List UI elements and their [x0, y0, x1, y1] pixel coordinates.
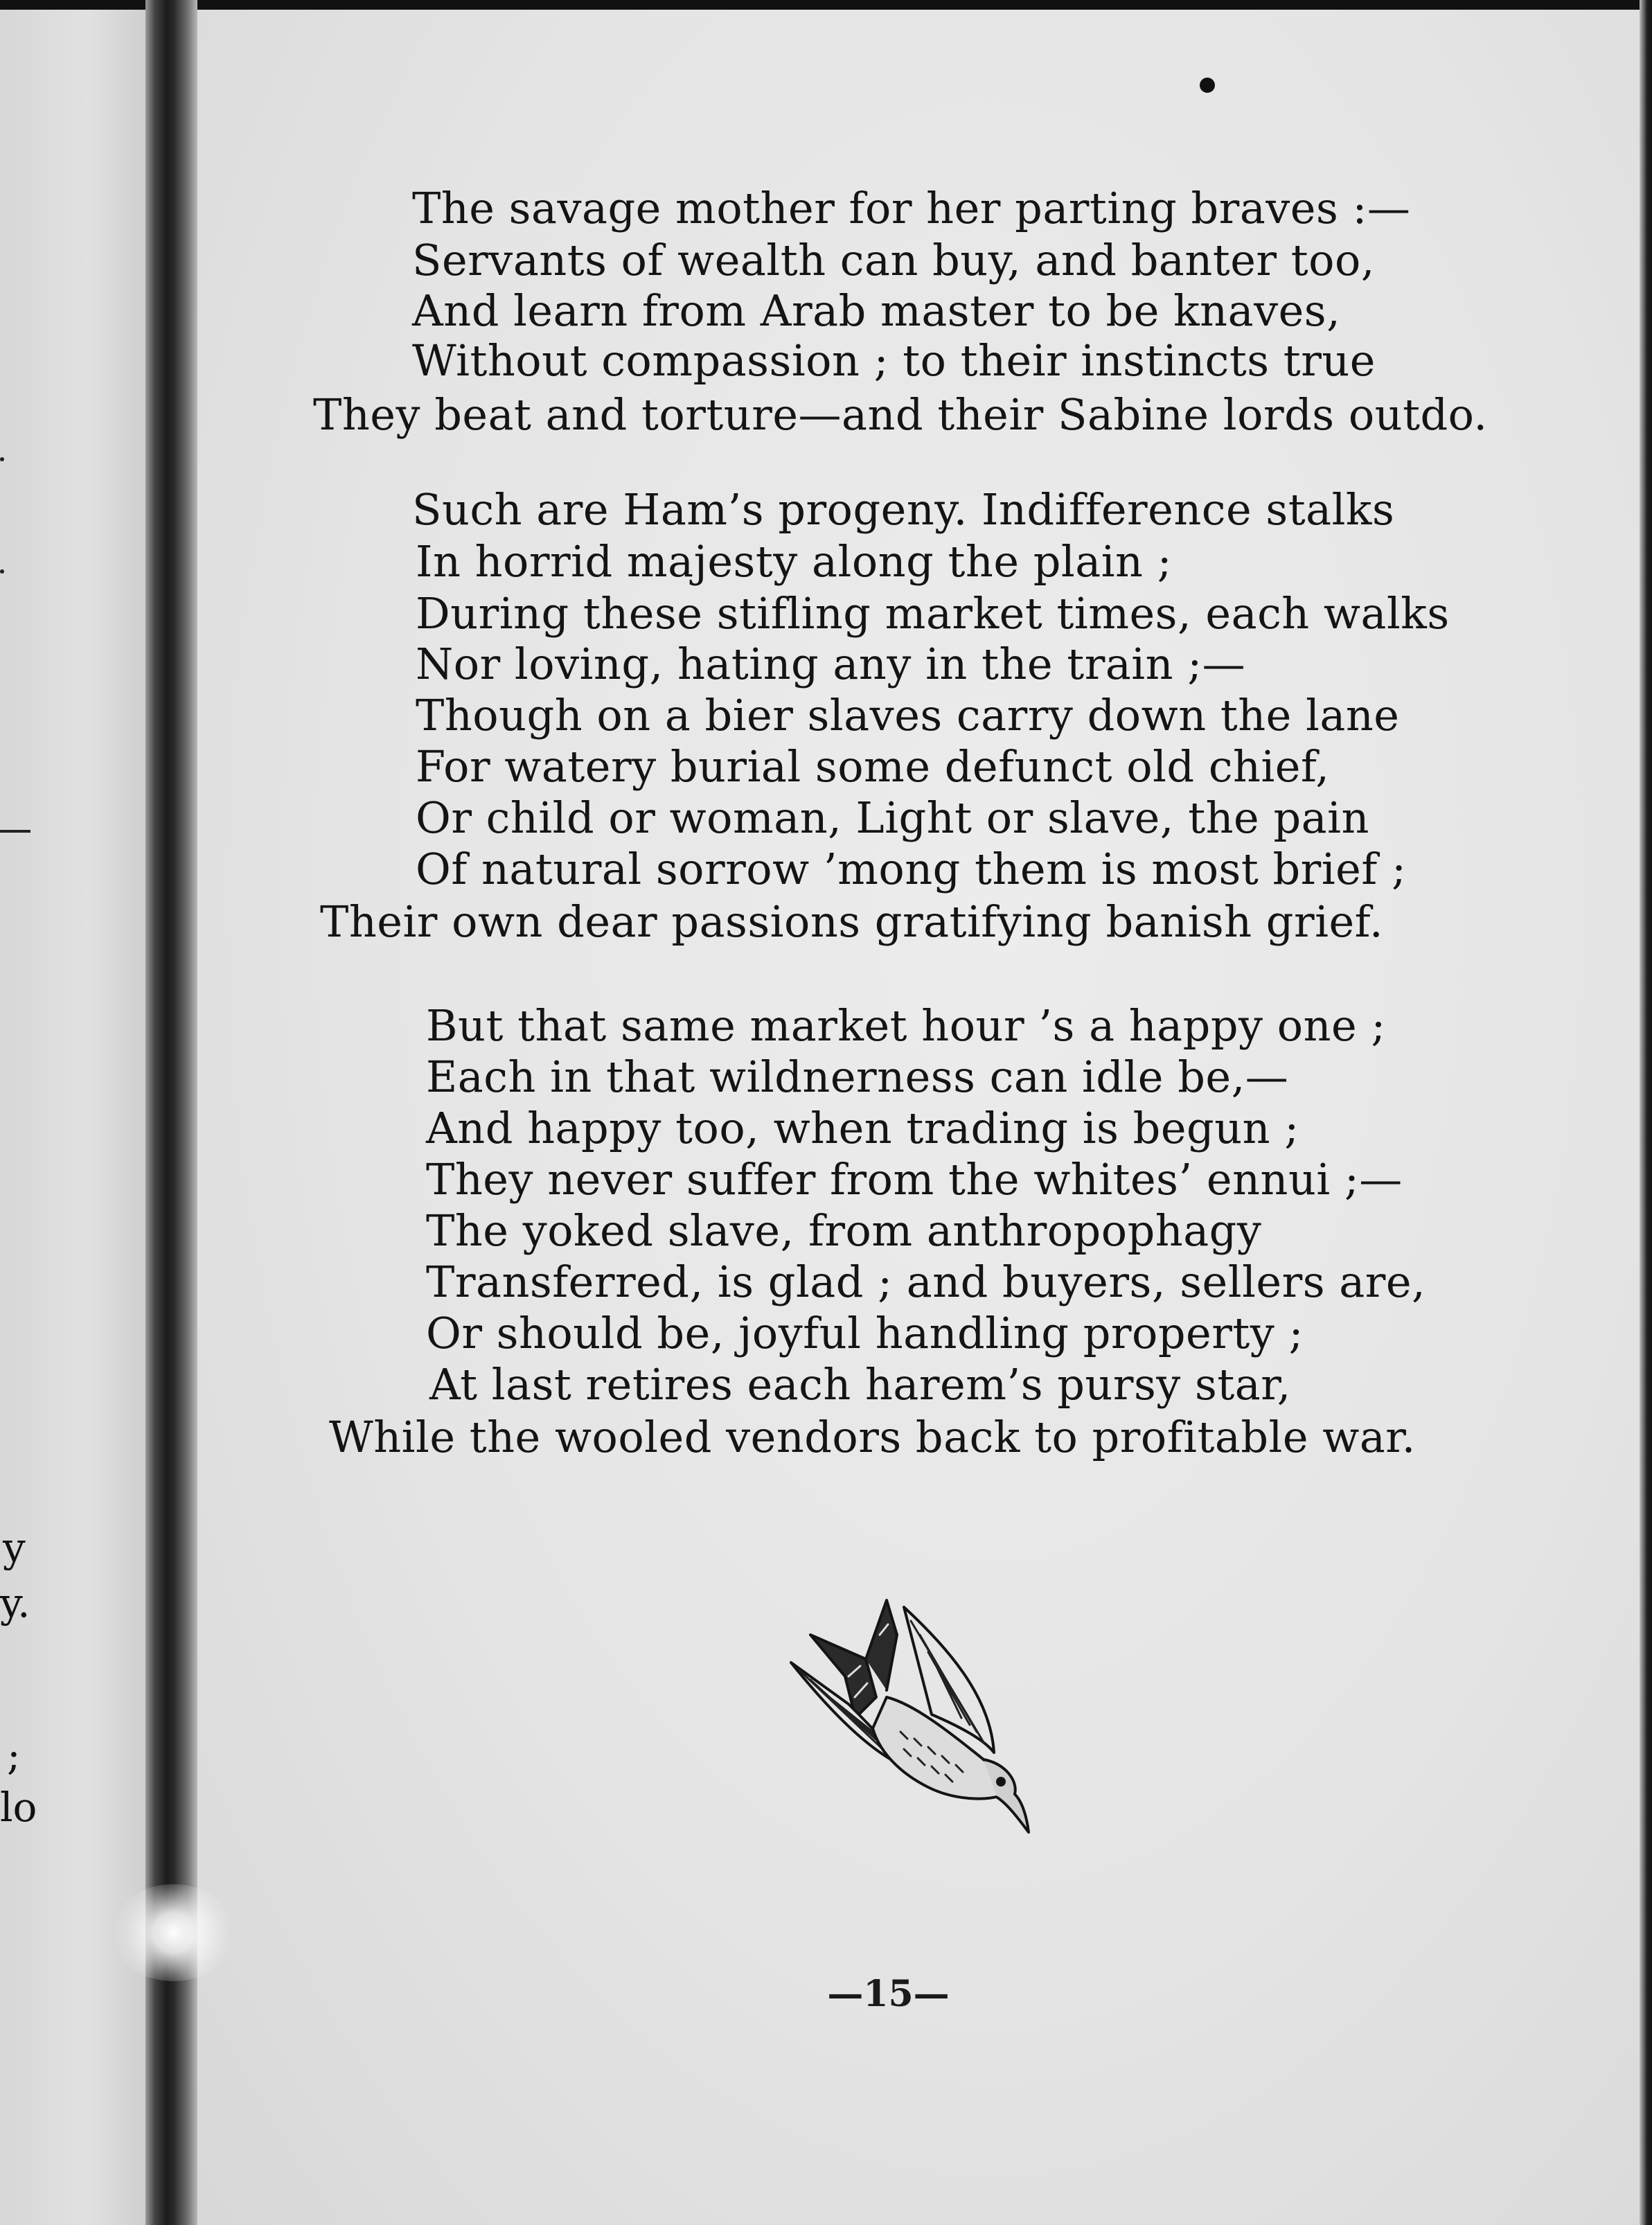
- poem-line: Nor loving, hating any in the train ;—: [416, 639, 1246, 689]
- poem-line: While the wooled vendors back to profitable war.: [329, 1412, 1416, 1462]
- poem-line: Without compassion ; to their instincts true: [412, 335, 1376, 386]
- poem-line: And learn from Arab master to be knaves,: [412, 285, 1341, 336]
- poem-line: Or child or woman, Light or slave, the pain: [416, 792, 1369, 843]
- poem-line: But that same market hour ’s a happy one ;: [426, 1000, 1386, 1051]
- poem-line: And happy too, when trading is begun ;: [426, 1103, 1299, 1153]
- left-fragment: y.: [0, 1579, 30, 1626]
- poem-line: Or should be, joyful handling property ;: [426, 1308, 1304, 1358]
- poem-line: The yoked slave, from anthropophagy: [426, 1205, 1262, 1256]
- poem-line: At last retires each harem’s pursy star,: [429, 1359, 1291, 1410]
- poem-line: Such are Ham’s progeny. Indifference stalks: [412, 484, 1395, 535]
- ink-dot: [1200, 78, 1215, 93]
- left-fragment: y: [3, 1524, 26, 1571]
- scan-right-edge: [1640, 0, 1652, 2225]
- poem-line: In horrid majesty along the plain ;: [416, 536, 1173, 587]
- poem-line: They never suffer from the whites’ ennui ;—: [426, 1154, 1403, 1205]
- poem-line: Transferred, is glad ; and buyers, sellers are,: [426, 1257, 1426, 1307]
- page-number: —15—: [827, 1973, 950, 2015]
- left-page-text-fragments: [0, 0, 145, 2225]
- poem-line: They beat and torture—and their Sabine lords outdo.: [313, 389, 1488, 440]
- scan-top-edge: [0, 0, 1652, 10]
- light-glare: [111, 1884, 236, 1981]
- left-speck: [0, 569, 4, 574]
- poem-line: Servants of wealth can buy, and banter too,: [412, 235, 1376, 285]
- poem-line: Their own dear passions gratifying banish grief.: [320, 896, 1384, 947]
- swallow-bird-icon: [783, 1593, 1032, 1850]
- left-fragment: lo: [0, 1784, 37, 1831]
- poem-line: During these stifling market times, each walks: [416, 588, 1450, 639]
- left-dash-mark: [0, 830, 30, 833]
- poem-line: For watery burial some defunct old chief,: [416, 741, 1330, 792]
- poem-line: Of natural sorrow ’mong them is most brief ;: [416, 844, 1407, 894]
- poem-line: Each in that wildnerness can idle be,—: [426, 1052, 1289, 1102]
- left-speck: [0, 457, 4, 461]
- left-fragment: ;: [7, 1732, 21, 1779]
- poem-line: Though on a bier slaves carry down the lane: [416, 690, 1400, 741]
- poem-line: The savage mother for her parting braves :—: [412, 183, 1411, 233]
